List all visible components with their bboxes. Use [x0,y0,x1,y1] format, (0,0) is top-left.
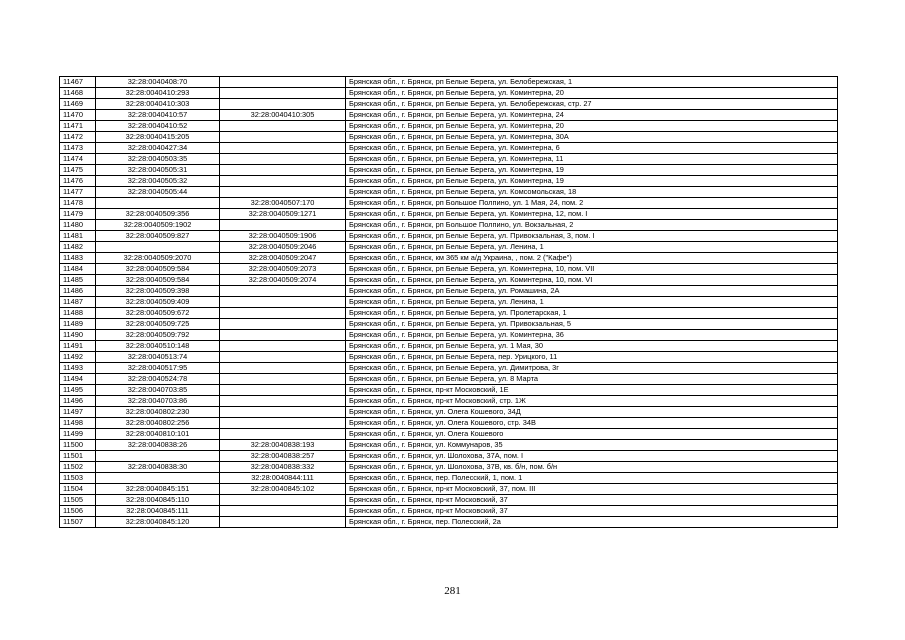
cadastral-number-cell: 32:28:0040509:672 [96,308,220,319]
address-cell: Брянская обл., г. Брянск, рп Белые Берега, ул. Димитрова, 3г [346,363,838,374]
row-number-cell: 11507 [60,517,96,528]
address-cell: Брянская обл., г. Брянск, пр-кт Московский, стр. 1Ж [346,396,838,407]
address-cell: Брянская обл., г. Брянск, рп Большое Полпино, ул. Вокзальная, 2 [346,220,838,231]
cadastral-number-cell: 32:28:0040703:86 [96,396,220,407]
cadastral-number-cell: 32:28:0040410:303 [96,99,220,110]
row-number-cell: 11482 [60,242,96,253]
related-cadastral-number-cell [220,308,346,319]
row-number-cell: 11503 [60,473,96,484]
address-cell: Брянская обл., г. Брянск, рп Белые Берега, ул. Ленина, 1 [346,242,838,253]
cadastral-number-cell [96,242,220,253]
table-row [60,341,838,352]
cadastral-number-cell: 32:28:0040509:2070 [96,253,220,264]
table-row [60,198,838,209]
cadastral-number-cell: 32:28:0040410:57 [96,110,220,121]
row-number-cell: 11493 [60,363,96,374]
cadastral-number-cell [96,198,220,209]
row-number-cell: 11467 [60,77,96,88]
row-number-cell: 11490 [60,330,96,341]
related-cadastral-number-cell: 32:28:0040838:193 [220,440,346,451]
address-cell: Брянская обл., г. Брянск, рп Белые Берега, ул. Коминтерна, 11 [346,154,838,165]
related-cadastral-number-cell [220,165,346,176]
row-number-cell: 11479 [60,209,96,220]
address-cell: Брянская обл., г. Брянск, рп Белые Берега, ул. Коминтерна, 36 [346,330,838,341]
property-table [59,76,838,528]
row-number-cell: 11491 [60,341,96,352]
cadastral-number-cell: 32:28:0040410:293 [96,88,220,99]
related-cadastral-number-cell [220,407,346,418]
cadastral-number-cell: 32:28:0040509:356 [96,209,220,220]
address-cell: Брянская обл., г. Брянск, рп Белые Берега, ул. Коминтерна, 19 [346,176,838,187]
address-cell: Брянская обл., г. Брянск, ул. Шолохова, 37А, пом. I [346,451,838,462]
address-cell: Брянская обл., г. Брянск, рп Белые Берега, ул. Коминтерна, 12, пом. I [346,209,838,220]
table-row [60,231,838,242]
row-number-cell: 11489 [60,319,96,330]
table-row [60,396,838,407]
table-row [60,506,838,517]
address-cell: Брянская обл., г. Брянск, рп Белые Берега, ул. Привокзальная, 5 [346,319,838,330]
address-cell: Брянская обл., г. Брянск, рп Белые Берега, ул. Коминтерна, 10, пом. VI [346,275,838,286]
row-number-cell: 11485 [60,275,96,286]
related-cadastral-number-cell [220,154,346,165]
related-cadastral-number-cell [220,187,346,198]
row-number-cell: 11488 [60,308,96,319]
row-number-cell: 11501 [60,451,96,462]
related-cadastral-number-cell [220,374,346,385]
address-cell: Брянская обл., г. Брянск, ул. Олега Кошевого [346,429,838,440]
related-cadastral-number-cell: 32:28:0040509:1271 [220,209,346,220]
cadastral-number-cell: 32:28:0040509:584 [96,275,220,286]
related-cadastral-number-cell [220,506,346,517]
cadastral-number-cell: 32:28:0040509:409 [96,297,220,308]
cadastral-number-cell: 32:28:0040838:30 [96,462,220,473]
address-cell: Брянская обл., г. Брянск, км 365 км а/д Украина, , пом. 2 ("Кафе") [346,253,838,264]
related-cadastral-number-cell [220,418,346,429]
address-cell: Брянская обл., г. Брянск, рп Белые Берега, пер. Урицкого, 11 [346,352,838,363]
address-cell: Брянская обл., г. Брянск, пр-кт Московский, 1Е [346,385,838,396]
row-number-cell: 11484 [60,264,96,275]
table-row [60,154,838,165]
table-row [60,473,838,484]
address-cell: Брянская обл., г. Брянск, пр-кт Московский, 37, пом. III [346,484,838,495]
table-row [60,495,838,506]
row-number-cell: 11499 [60,429,96,440]
related-cadastral-number-cell: 32:28:0040838:332 [220,462,346,473]
table-row [60,451,838,462]
related-cadastral-number-cell [220,495,346,506]
table-row [60,176,838,187]
page-number: 281 [444,585,461,597]
table-row [60,308,838,319]
related-cadastral-number-cell: 32:28:0040509:2073 [220,264,346,275]
address-cell: Брянская обл., г. Брянск, рп Белые Берега, ул. 1 Мая, 30 [346,341,838,352]
cadastral-number-cell: 32:28:0040509:827 [96,231,220,242]
cadastral-number-cell: 32:28:0040845:120 [96,517,220,528]
row-number-cell: 11495 [60,385,96,396]
address-cell: Брянская обл., г. Брянск, ул. Коммунаров, 35 [346,440,838,451]
address-cell: Брянская обл., г. Брянск, рп Большое Полпино, ул. 1 Мая, 24, пом. 2 [346,198,838,209]
address-cell: Брянская обл., г. Брянск, рп Белые Берега, ул. 8 Марта [346,374,838,385]
related-cadastral-number-cell [220,330,346,341]
table-row [60,99,838,110]
table-row [60,253,838,264]
table-row [60,319,838,330]
row-number-cell: 11475 [60,165,96,176]
table-row [60,121,838,132]
address-cell: Брянская обл., г. Брянск, пер. Полесский, 1, пом. 1 [346,473,838,484]
cadastral-number-cell: 32:28:0040427:34 [96,143,220,154]
related-cadastral-number-cell: 32:28:0040844:111 [220,473,346,484]
address-cell: Брянская обл., г. Брянск, пр-кт Московский, 37 [346,506,838,517]
address-cell: Брянская обл., г. Брянск, рп Белые Берега, ул. Комсомольская, 18 [346,187,838,198]
address-cell: Брянская обл., г. Брянск, рп Белые Берега, ул. Коминтерна, 6 [346,143,838,154]
cadastral-number-cell: 32:28:0040509:792 [96,330,220,341]
related-cadastral-number-cell: 32:28:0040507:170 [220,198,346,209]
cadastral-number-cell: 32:28:0040509:398 [96,286,220,297]
cadastral-number-cell: 32:28:0040503:35 [96,154,220,165]
row-number-cell: 11472 [60,132,96,143]
related-cadastral-number-cell [220,99,346,110]
address-cell: Брянская обл., г. Брянск, ул. Олега Кошевого, 34Д [346,407,838,418]
related-cadastral-number-cell [220,352,346,363]
cadastral-number-cell: 32:28:0040810:101 [96,429,220,440]
row-number-cell: 11476 [60,176,96,187]
related-cadastral-number-cell [220,429,346,440]
address-cell: Брянская обл., г. Брянск, рп Белые Берега, ул. Пролетарская, 1 [346,308,838,319]
related-cadastral-number-cell: 32:28:0040845:102 [220,484,346,495]
row-number-cell: 11497 [60,407,96,418]
table-row [60,275,838,286]
table-row [60,418,838,429]
related-cadastral-number-cell [220,176,346,187]
table-row [60,330,838,341]
cadastral-number-cell: 32:28:0040509:725 [96,319,220,330]
related-cadastral-number-cell: 32:28:0040509:2074 [220,275,346,286]
related-cadastral-number-cell [220,143,346,154]
cadastral-number-cell: 32:28:0040524:78 [96,374,220,385]
address-cell: Брянская обл., г. Брянск, ул. Шолохова, 37В, кв. б/н, пом. б/н [346,462,838,473]
related-cadastral-number-cell [220,121,346,132]
cadastral-number-cell: 32:28:0040509:584 [96,264,220,275]
table-row [60,110,838,121]
related-cadastral-number-cell [220,363,346,374]
address-cell: Брянская обл., г. Брянск, рп Белые Берега, ул. Коминтерна, 30А [346,132,838,143]
row-number-cell: 11483 [60,253,96,264]
table-row [60,143,838,154]
address-cell: Брянская обл., г. Брянск, рп Белые Берега, ул. Коминтерна, 24 [346,110,838,121]
row-number-cell: 11498 [60,418,96,429]
table-row [60,242,838,253]
table-row [60,385,838,396]
row-number-cell: 11504 [60,484,96,495]
row-number-cell: 11474 [60,154,96,165]
table-row [60,363,838,374]
related-cadastral-number-cell [220,132,346,143]
row-number-cell: 11480 [60,220,96,231]
related-cadastral-number-cell [220,77,346,88]
cadastral-number-cell: 32:28:0040415:205 [96,132,220,143]
related-cadastral-number-cell [220,286,346,297]
table-row [60,132,838,143]
cadastral-number-cell: 32:28:0040410:52 [96,121,220,132]
cadastral-number-cell: 32:28:0040802:230 [96,407,220,418]
row-number-cell: 11505 [60,495,96,506]
address-cell: Брянская обл., г. Брянск, ул. Олега Кошевого, стр. 34В [346,418,838,429]
cadastral-number-cell: 32:28:0040513:74 [96,352,220,363]
table-row [60,209,838,220]
row-number-cell: 11496 [60,396,96,407]
table-row [60,352,838,363]
related-cadastral-number-cell [220,220,346,231]
row-number-cell: 11473 [60,143,96,154]
related-cadastral-number-cell [220,396,346,407]
row-number-cell: 11469 [60,99,96,110]
table-row [60,187,838,198]
cadastral-number-cell: 32:28:0040509:1902 [96,220,220,231]
related-cadastral-number-cell [220,341,346,352]
cadastral-number-cell [96,451,220,462]
row-number-cell: 11471 [60,121,96,132]
table-row [60,88,838,99]
table-row [60,429,838,440]
table-row [60,165,838,176]
table-row [60,297,838,308]
row-number-cell: 11486 [60,286,96,297]
address-cell: Брянская обл., г. Брянск, рп Белые Берега, ул. Коминтерна, 20 [346,88,838,99]
related-cadastral-number-cell [220,385,346,396]
table-row [60,440,838,451]
cadastral-number-cell: 32:28:0040845:151 [96,484,220,495]
table-row [60,462,838,473]
table-row [60,374,838,385]
table-row [60,220,838,231]
address-cell: Брянская обл., г. Брянск, рп Белые Берега, ул. Коминтерна, 10, пом. VII [346,264,838,275]
table-body [60,77,838,528]
cadastral-number-cell: 32:28:0040845:111 [96,506,220,517]
address-cell: Брянская обл., г. Брянск, пер. Полесский, 2а [346,517,838,528]
cadastral-number-cell: 32:28:0040703:85 [96,385,220,396]
related-cadastral-number-cell: 32:28:0040838:257 [220,451,346,462]
row-number-cell: 11500 [60,440,96,451]
row-number-cell: 11502 [60,462,96,473]
row-number-cell: 11506 [60,506,96,517]
row-number-cell: 11470 [60,110,96,121]
address-cell: Брянская обл., г. Брянск, рп Белые Берега, ул. Белобережская, стр. 27 [346,99,838,110]
address-cell: Брянская обл., г. Брянск, рп Белые Берега, ул. Ленина, 1 [346,297,838,308]
address-cell: Брянская обл., г. Брянск, рп Белые Берега, ул. Привокзальная, 3, пом. I [346,231,838,242]
cadastral-number-cell: 32:28:0040505:44 [96,187,220,198]
cadastral-number-cell: 32:28:0040505:32 [96,176,220,187]
table-row [60,286,838,297]
row-number-cell: 11492 [60,352,96,363]
cadastral-number-cell: 32:28:0040802:256 [96,418,220,429]
address-cell: Брянская обл., г. Брянск, рп Белые Берега, ул. Ромашина, 2А [346,286,838,297]
related-cadastral-number-cell [220,517,346,528]
table-row [60,407,838,418]
related-cadastral-number-cell [220,88,346,99]
cadastral-number-cell [96,473,220,484]
row-number-cell: 11494 [60,374,96,385]
address-cell: Брянская обл., г. Брянск, пр-кт Московский, 37 [346,495,838,506]
row-number-cell: 11468 [60,88,96,99]
address-cell: Брянская обл., г. Брянск, рп Белые Берега, ул. Белобережская, 1 [346,77,838,88]
cadastral-number-cell: 32:28:0040505:31 [96,165,220,176]
related-cadastral-number-cell [220,297,346,308]
row-number-cell: 11478 [60,198,96,209]
cadastral-number-cell: 32:28:0040510:148 [96,341,220,352]
related-cadastral-number-cell: 32:28:0040509:2047 [220,253,346,264]
cadastral-number-cell: 32:28:0040838:26 [96,440,220,451]
row-number-cell: 11477 [60,187,96,198]
row-number-cell: 11487 [60,297,96,308]
cadastral-number-cell: 32:28:0040845:110 [96,495,220,506]
related-cadastral-number-cell [220,319,346,330]
cadastral-number-cell: 32:28:0040408:70 [96,77,220,88]
related-cadastral-number-cell: 32:28:0040410:305 [220,110,346,121]
table-row [60,77,838,88]
address-cell: Брянская обл., г. Брянск, рп Белые Берега, ул. Коминтерна, 20 [346,121,838,132]
table-row [60,264,838,275]
address-cell: Брянская обл., г. Брянск, рп Белые Берега, ул. Коминтерна, 19 [346,165,838,176]
related-cadastral-number-cell: 32:28:0040509:1906 [220,231,346,242]
table-row [60,484,838,495]
row-number-cell: 11481 [60,231,96,242]
cadastral-number-cell: 32:28:0040517:95 [96,363,220,374]
related-cadastral-number-cell: 32:28:0040509:2046 [220,242,346,253]
table-row [60,517,838,528]
